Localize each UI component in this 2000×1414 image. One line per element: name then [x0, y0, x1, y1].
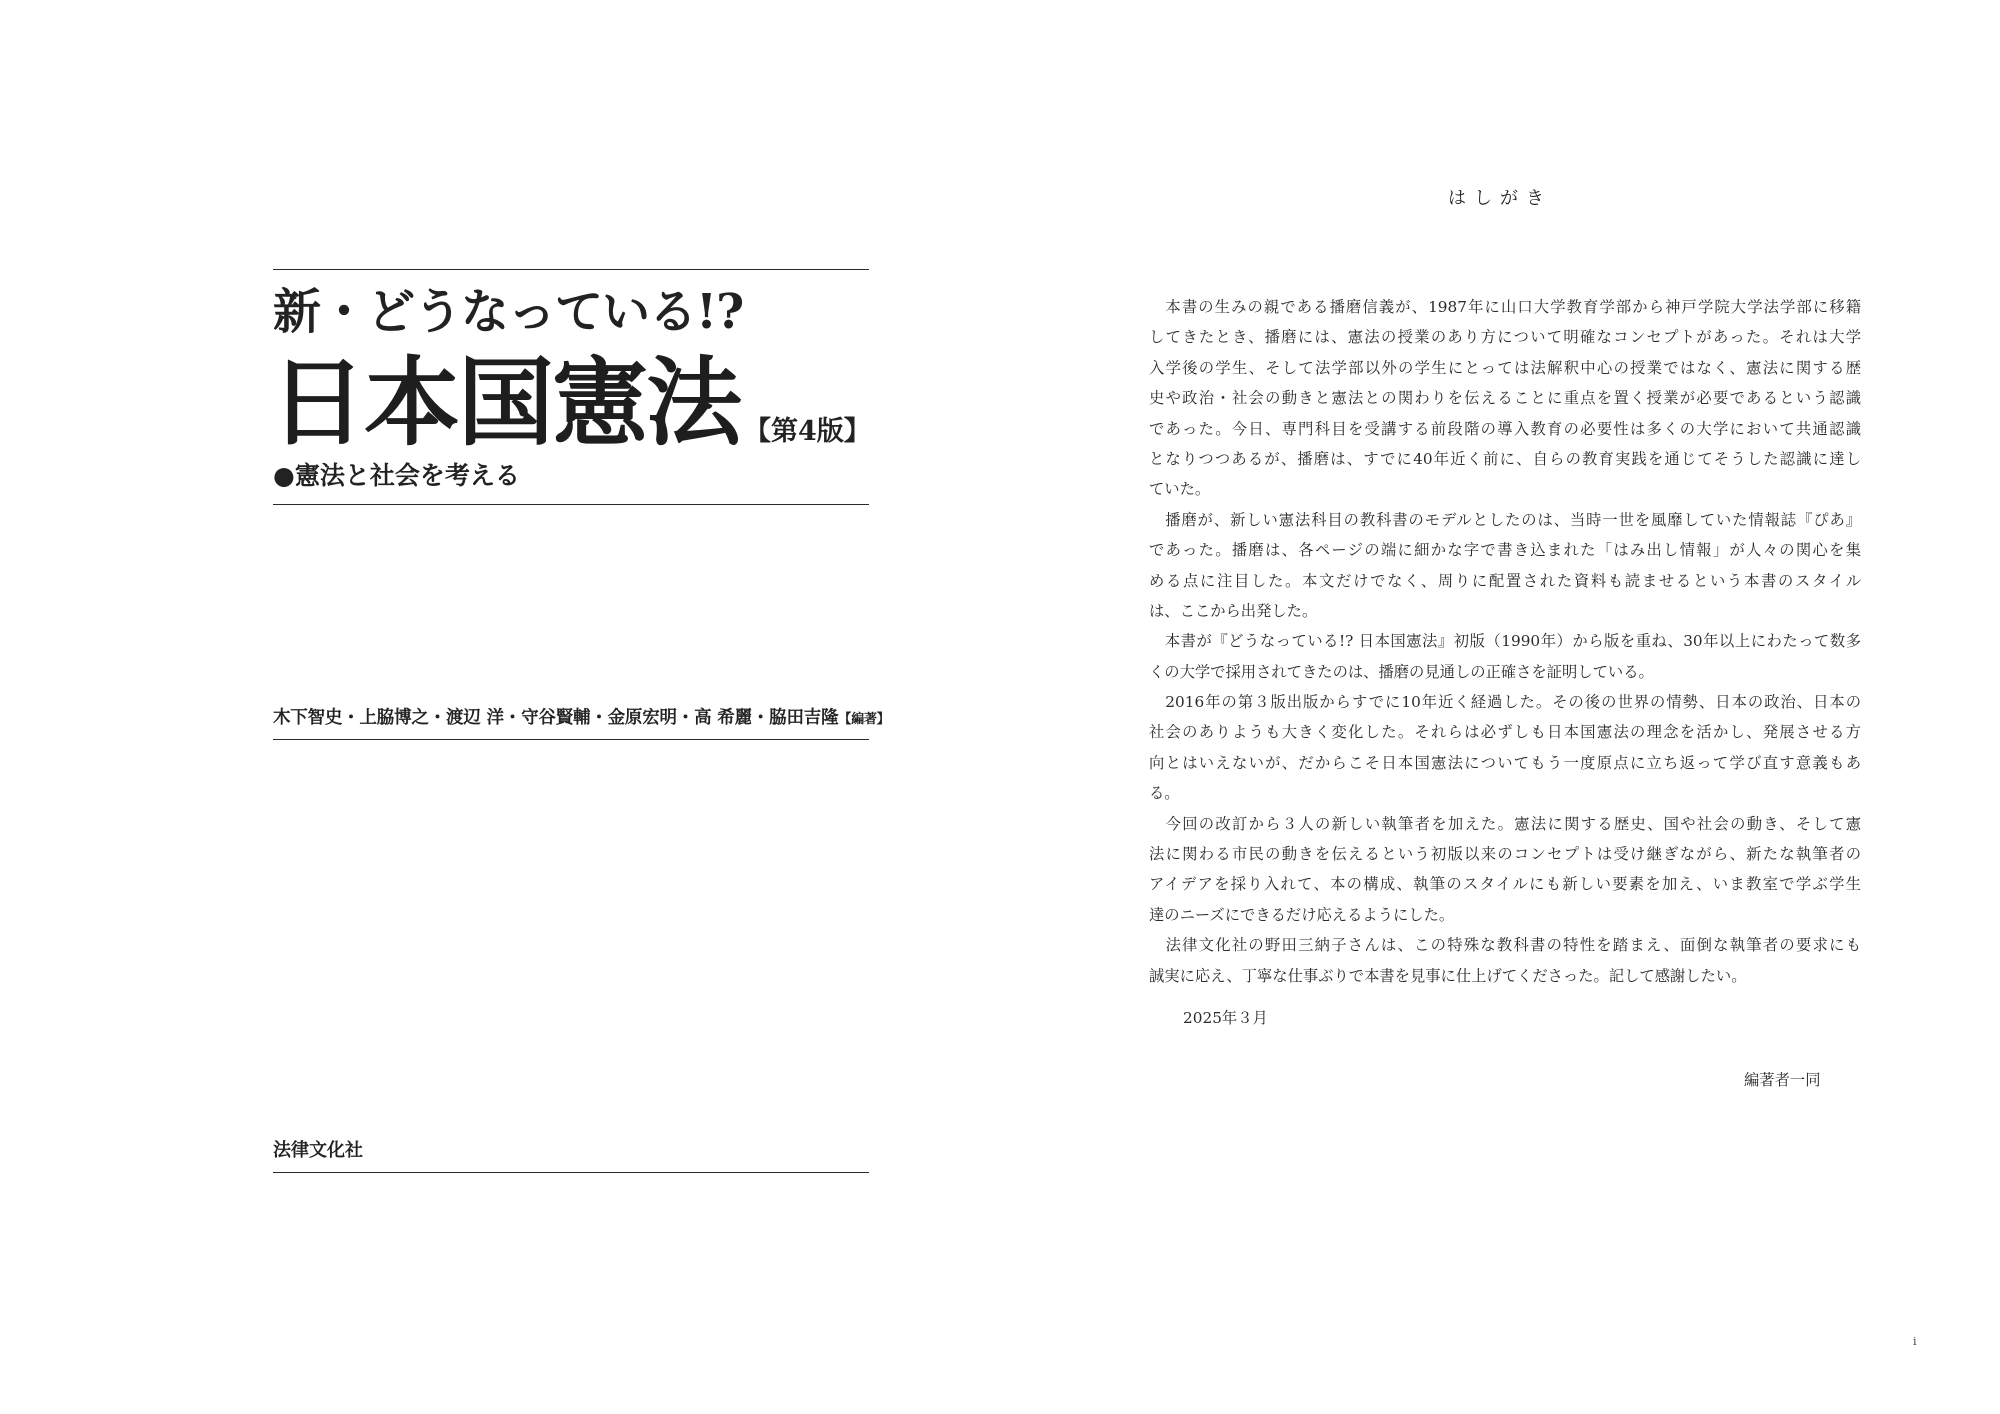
authors-line — [273, 704, 890, 734]
rule-below-publisher — [273, 1172, 869, 1173]
preface-line: 本書の生みの親である播磨信義が、1987年に山口大学教育学部から神戸学院大学法学部に移籍 — [1149, 298, 1861, 316]
preface-line: 播磨が、新しい憲法科目の教科書のモデルとしたのは、当時一世を風靡していた情報誌『ぴあ』 — [1149, 510, 1861, 529]
series-title: 新・どうなっている!? — [273, 284, 744, 340]
preface-heading: はしがき — [1448, 188, 1552, 209]
preface-line: は、ここから出発した。 — [1149, 601, 1318, 620]
preface-line: アイデアを採り入れて、本の構成、執筆のスタイルにも新しい要素を加え、いま教室で学ぶ学生 — [1149, 875, 1861, 894]
preface-line: 今回の改訂から３人の新しい執筆者を加えた。憲法に関する歴史、国や社会の動き、そして憲 — [1149, 814, 1861, 833]
rule-below-authors — [273, 739, 869, 740]
rule-top — [273, 269, 869, 270]
preface-line: であった。播磨は、各ページの端に細かな字で書き込まれた「はみ出し情報」が人々の関心を集 — [1149, 541, 1861, 560]
main-title-row — [270, 348, 871, 458]
preface-line: してきたとき、播磨には、憲法の授業のあり方について明確なコンセプトがあった。それは大学 — [1149, 328, 1861, 347]
preface-line: 誠実に応え、丁寧な仕事ぶりで本書を見事に仕上げてくださった。記して感謝したい。 — [1149, 966, 1747, 985]
authors-role: 【編著】 — [838, 712, 890, 727]
edition-label: 【第4版】 — [744, 416, 871, 447]
preface-line: 2016年の第３版出版からすでに10年近く経過した。その後の世界の情勢、日本の政治、日本の — [1149, 693, 1861, 712]
preface-line: る。 — [1149, 784, 1180, 803]
preface-line: くの大学で採用されてきたのは、播磨の見通しの正確さを証明している。 — [1149, 662, 1654, 681]
author-names: 木下智史・上脇博之・渡辺 洋・守谷賢輔・金原宏明・高 希麗・脇田吉隆 — [273, 708, 839, 728]
preface-body — [1149, 292, 1861, 991]
preface-line: ていた。 — [1149, 480, 1211, 499]
main-title: 日本国憲法 — [270, 347, 740, 459]
rule-below-title — [273, 504, 869, 505]
preface-line: 法に関わる市民の動きを伝えるという初版以来のコンセプトは受け継ぎながら、新たな執筆者の — [1149, 845, 1861, 864]
preface-line: 達のニーズにできるだけ応えるようにした。 — [1149, 905, 1455, 924]
preface-line: 史や政治・社会の動きと憲法との関わりを伝えることに重点を置く授業が必要であるという認識 — [1149, 389, 1861, 408]
publisher-name: 法律文化社 — [273, 1140, 363, 1161]
preface-line: となりつつあるが、播磨は、すでに40年近く前に、自らの教育実践を通じてそうした認識に達し — [1149, 449, 1861, 468]
preface-line: 入学後の学生、そして法学部以外の学生にとっては法解釈中心の授業ではなく、憲法に関する歴 — [1149, 358, 1861, 377]
preface-line: 向とはいえないが、だからこそ日本国憲法についてもう一度原点に立ち返って学び直す意義もあ — [1149, 753, 1861, 772]
preface-line: 法律文化社の野田三納子さんは、この特殊な教科書の特性を踏まえ、面倒な執筆者の要求にも — [1149, 936, 1861, 955]
preface-signature: 編著者一同 — [1744, 1071, 1821, 1089]
preface-date: 2025年３月 — [1183, 1009, 1268, 1027]
page-number: i — [1913, 1335, 1917, 1348]
preface-line: であった。今日、専門科目を受講する前段階の導入教育の必要性は多くの大学において共通認識 — [1149, 419, 1861, 438]
preface-line: 本書が『どうなっている!? 日本国憲法』初版（1990年）から版を重ね、30年以上にわたって数多 — [1149, 632, 1861, 651]
preface-line: 社会のありようも大きく変化した。それらは必ずしも日本国憲法の理念を活かし、発展させる方 — [1149, 723, 1861, 742]
subtitle: ●憲法と社会を考える — [273, 461, 520, 490]
preface-line: める点に注目した。本文だけでなく、周りに配置された資料も読ませるという本書のスタイル — [1149, 571, 1861, 590]
